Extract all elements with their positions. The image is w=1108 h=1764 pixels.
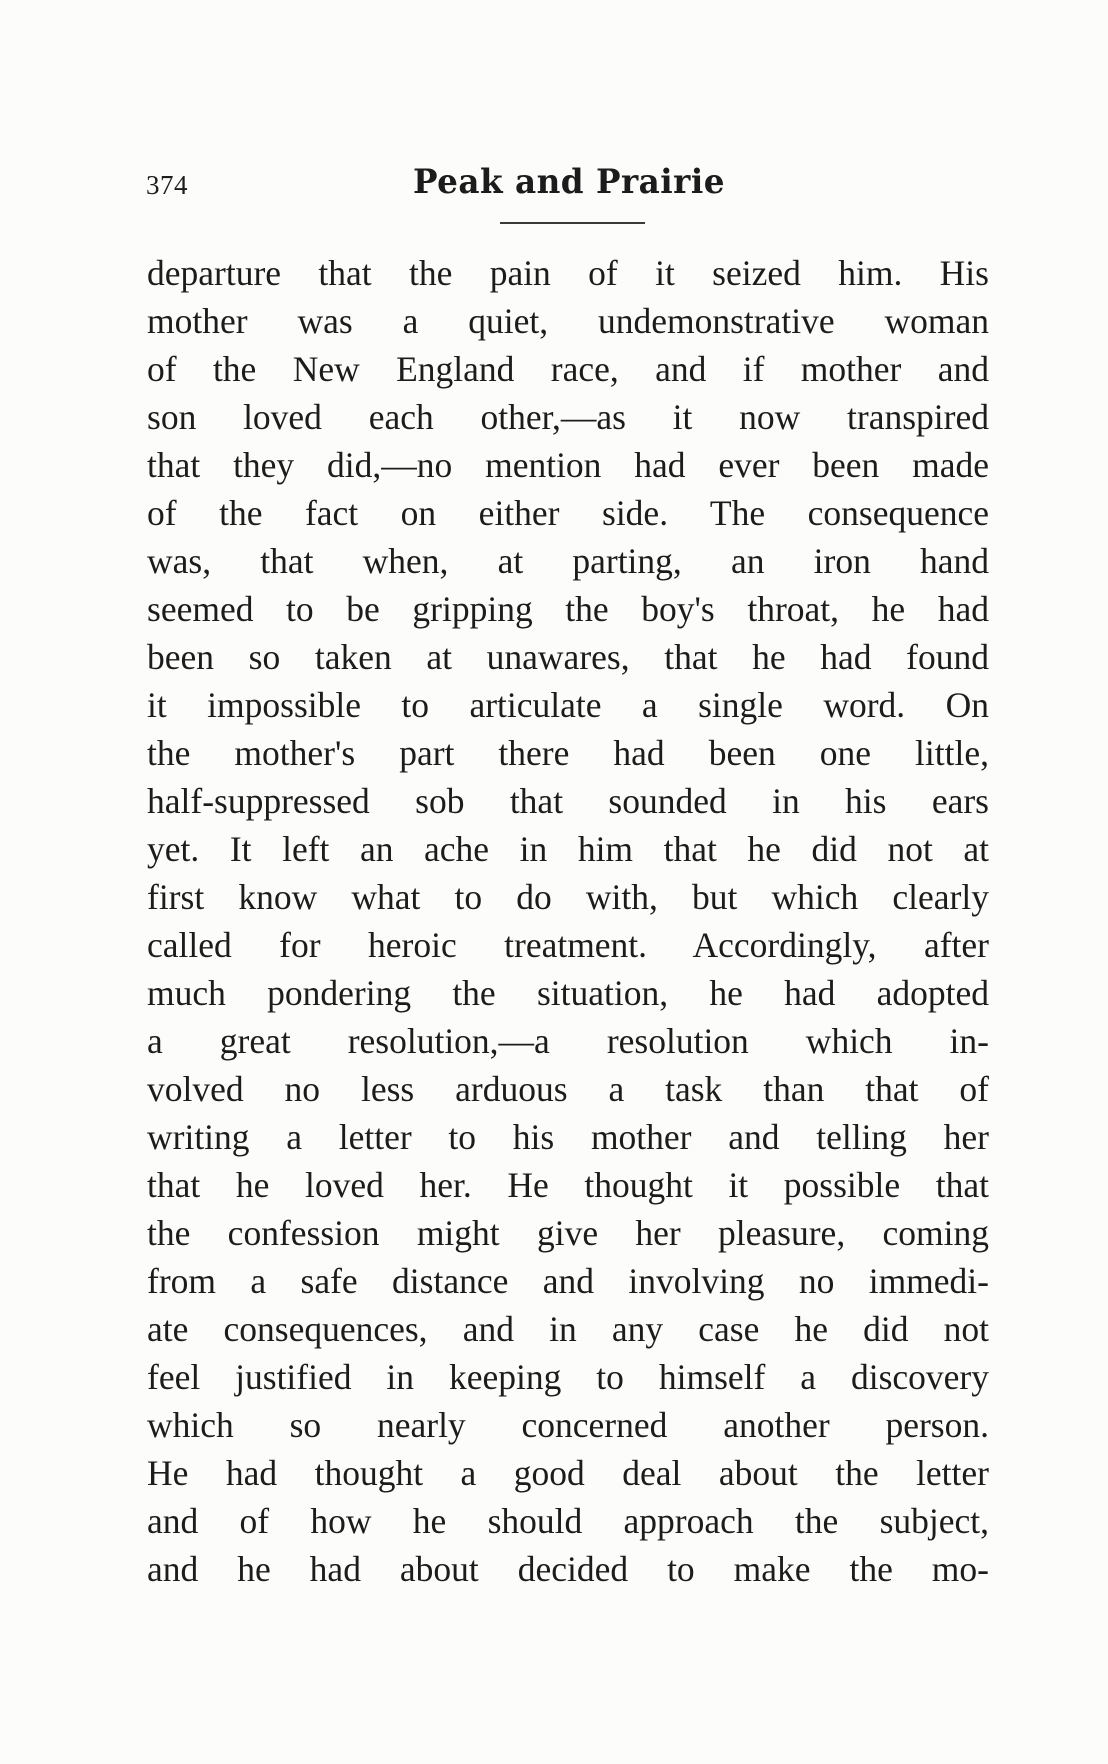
running-title: Peak and Prairie	[413, 162, 725, 202]
text-line: the confession might give her pleasure, coming	[147, 1213, 989, 1253]
text-line: which so nearly concerned another person.	[147, 1405, 989, 1445]
text-line: He had thought a good deal about the letter	[147, 1453, 989, 1493]
text-line: writing a letter to his mother and telling her	[147, 1117, 989, 1157]
text-line: from a safe distance and involving no immedi-	[147, 1261, 989, 1301]
text-line: mother was a quiet, undemonstrative woman	[147, 301, 989, 341]
text-line: of the fact on either side. The consequence	[147, 493, 989, 533]
text-line: ate consequences, and in any case he did not	[147, 1309, 989, 1349]
text-line: yet. It left an ache in him that he did not at	[147, 829, 989, 869]
text-line: that he loved her. He thought it possible that	[147, 1165, 989, 1205]
text-line: and he had about decided to make the mo-	[147, 1549, 989, 1589]
text-line: that they did,—no mention had ever been made	[147, 445, 989, 485]
text-line: half-suppressed sob that sounded in his ears	[147, 781, 989, 821]
text-line: was, that when, at parting, an iron hand	[147, 541, 989, 581]
text-line: the mother's part there had been one little,	[147, 733, 989, 773]
body-text	[147, 249, 989, 1593]
text-line: it impossible to articulate a single word. On	[147, 685, 989, 725]
text-line: called for heroic treatment. Accordingly, after	[147, 925, 989, 965]
header-rule	[500, 222, 645, 224]
text-line: of the New England race, and if mother and	[147, 349, 989, 389]
running-head	[146, 162, 992, 210]
text-line: feel justified in keeping to himself a discovery	[147, 1357, 989, 1397]
text-line: first know what to do with, but which clearly	[147, 877, 989, 917]
text-line: volved no less arduous a task than that of	[147, 1069, 989, 1109]
text-line: son loved each other,—as it now transpired	[147, 397, 989, 437]
page-number: 374	[146, 170, 188, 200]
text-line: and of how he should approach the subject,	[147, 1501, 989, 1541]
text-line: been so taken at unawares, that he had found	[147, 637, 989, 677]
text-line: seemed to be gripping the boy's throat, he had	[147, 589, 989, 629]
text-line: departure that the pain of it seized him. His	[147, 253, 989, 293]
text-line: a great resolution,—a resolution which in-	[147, 1021, 989, 1061]
text-line: much pondering the situation, he had adopted	[147, 973, 989, 1013]
